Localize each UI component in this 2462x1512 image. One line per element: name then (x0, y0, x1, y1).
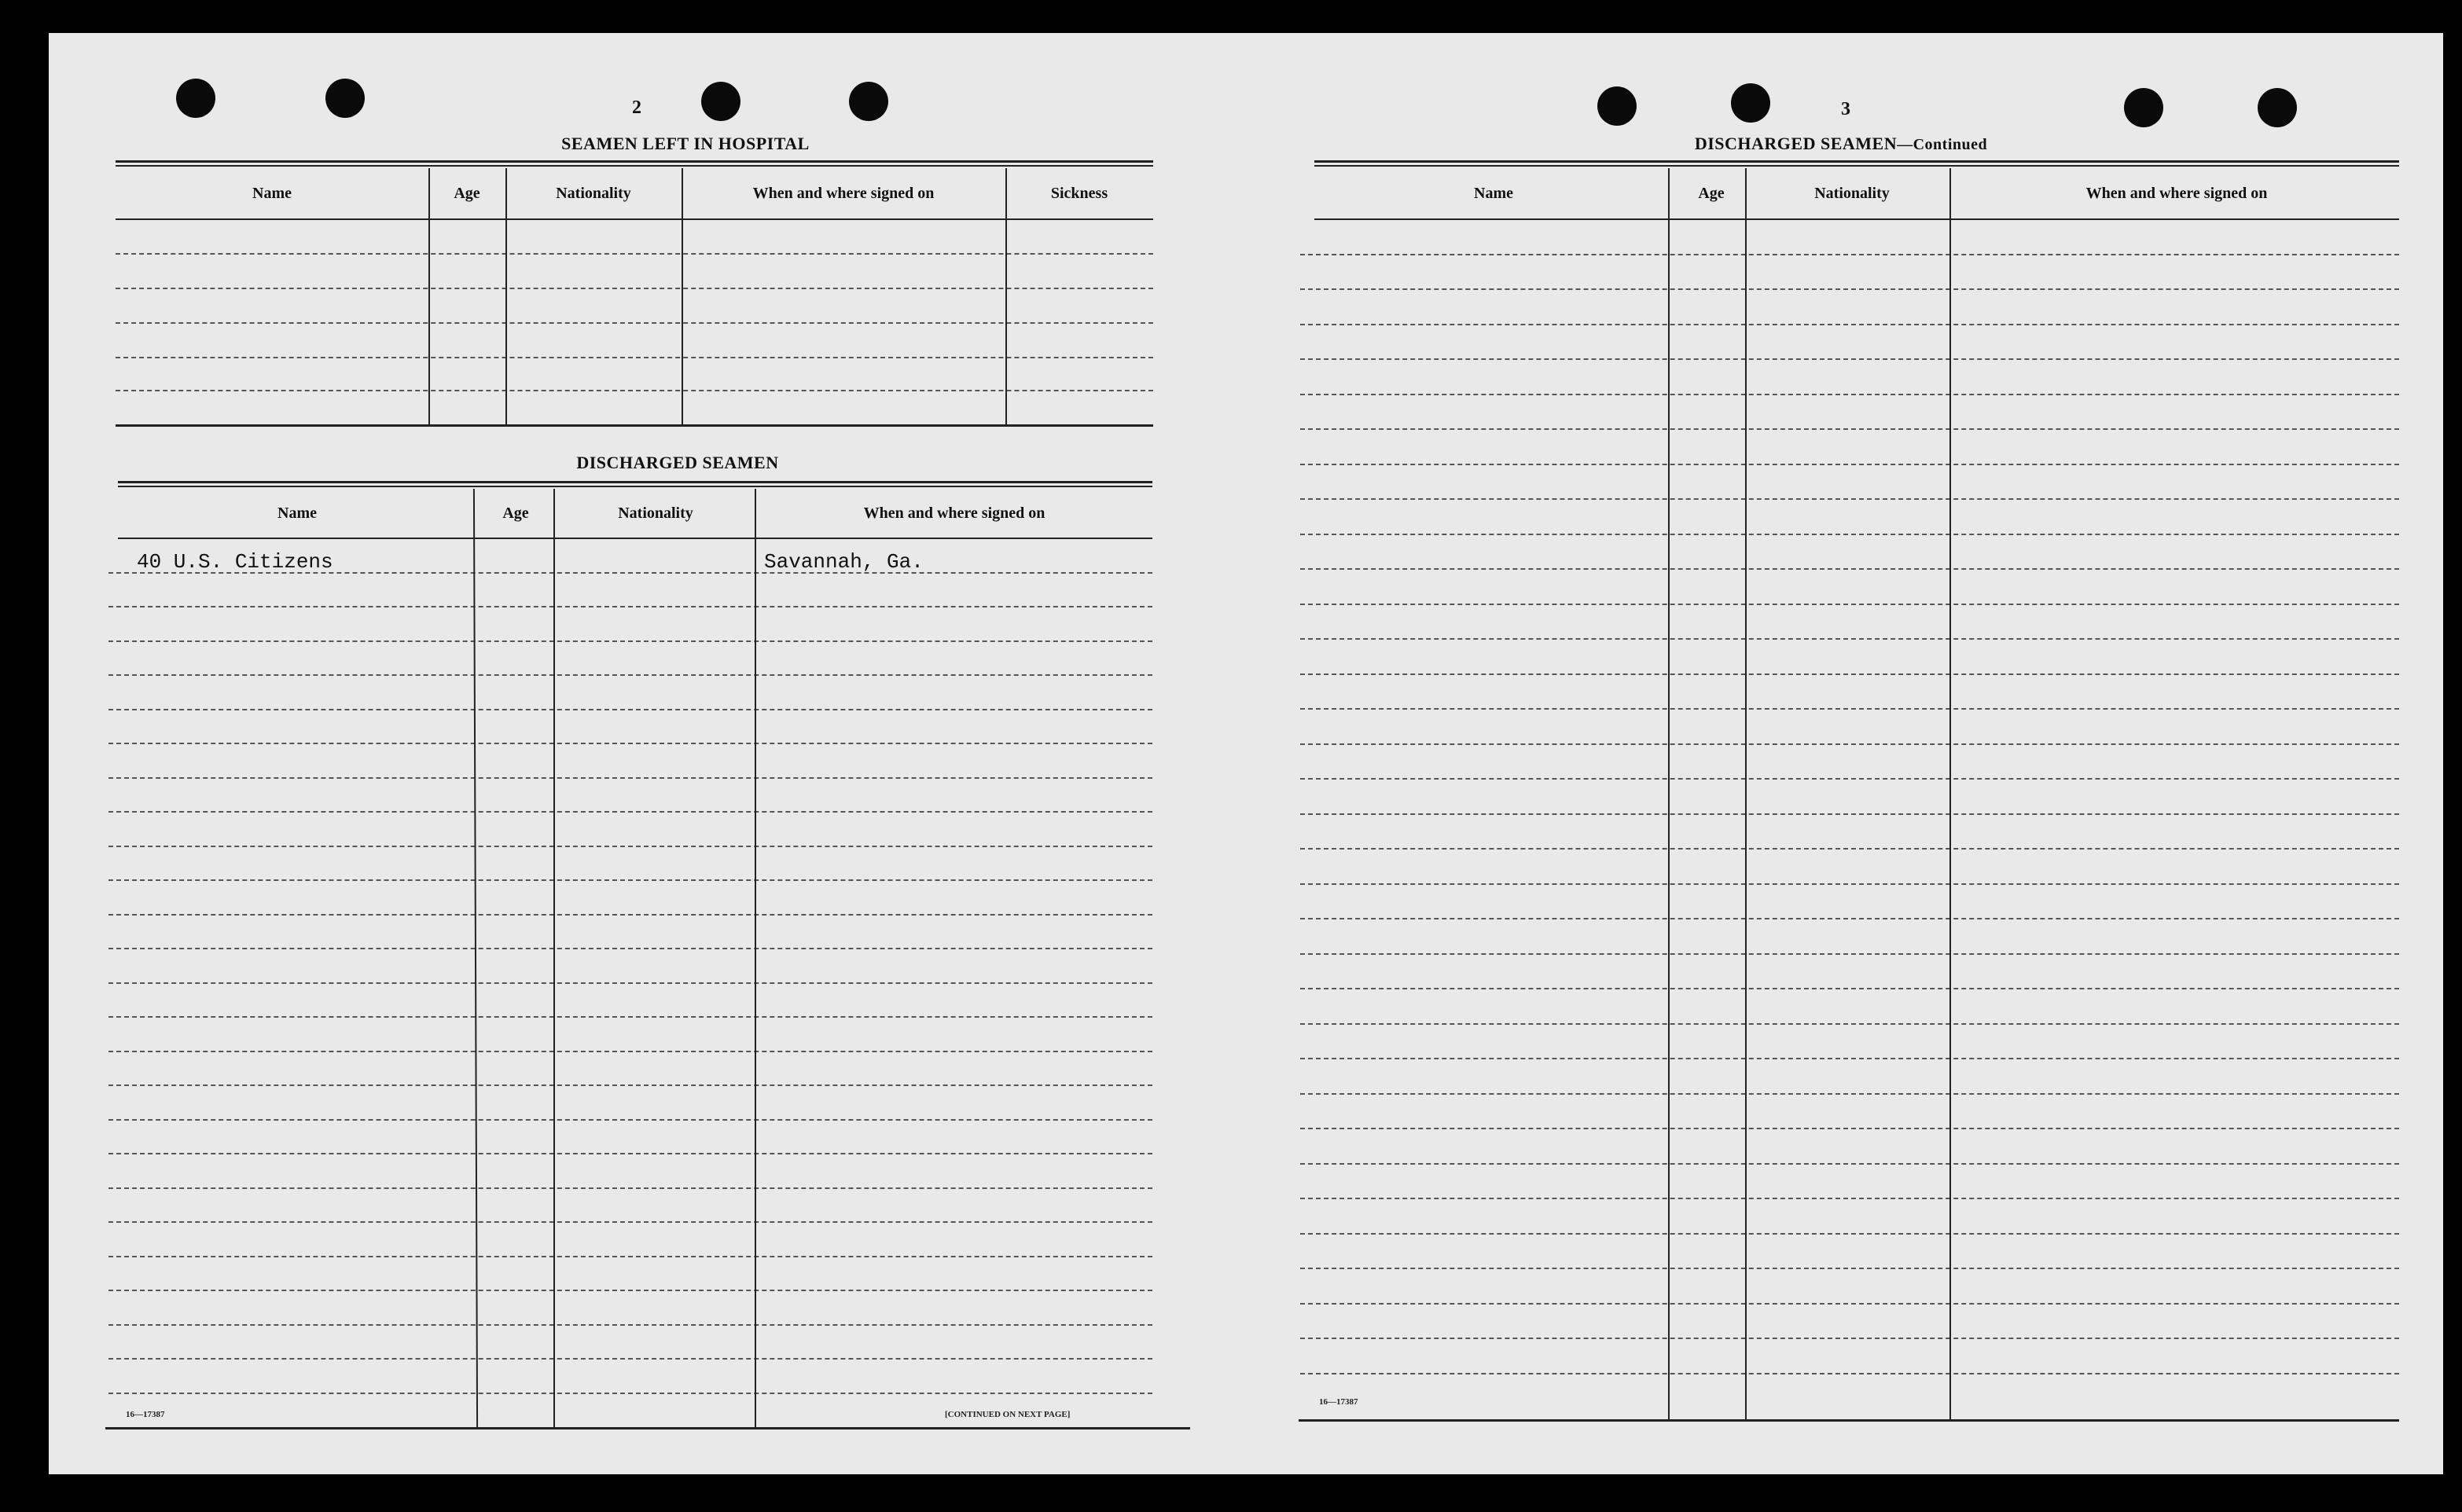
discharged-entry-signed-on: Savannah, Ga. (764, 550, 924, 574)
document-sheet (49, 33, 2443, 1474)
column-divider (755, 489, 756, 1427)
discharged-header-signed-on: When and where signed on (863, 504, 1045, 522)
hospital-bottom-rule (116, 424, 1153, 427)
blank-row-line (108, 982, 1152, 984)
blank-row-line (1300, 324, 2399, 325)
column-divider (1668, 168, 1670, 1419)
hospital-header-row (116, 168, 1153, 220)
discharged-entry-name: 40 U.S. Citizens (137, 550, 333, 574)
blank-row-line (1300, 1093, 2399, 1095)
hospital-header-name: Name (252, 184, 292, 202)
hospital-header-age: Age (454, 184, 480, 202)
hospital-table-body (116, 218, 1153, 424)
blank-row-line (1300, 673, 2399, 675)
blank-row-line (1300, 883, 2399, 885)
blank-row-line (1300, 604, 2399, 605)
blank-row-line (116, 288, 1153, 289)
hospital-header-nationality: Nationality (556, 184, 631, 202)
punch-hole (2258, 88, 2297, 127)
form-number-right: 16—17387 (1319, 1397, 1358, 1407)
continued-note: [CONTINUED ON NEXT PAGE] (945, 1410, 1071, 1419)
column-divider (1005, 168, 1007, 424)
form-number-left: 16—17387 (126, 1410, 165, 1419)
blank-row-line (108, 1187, 1152, 1189)
discharged-header-name: Name (277, 504, 317, 522)
blank-row-line (108, 879, 1152, 881)
punch-hole (849, 82, 888, 121)
punch-hole (1597, 86, 1637, 126)
blank-row-line (1300, 358, 2399, 360)
blank-row-line (108, 606, 1152, 607)
blank-row-line (1300, 1233, 2399, 1235)
blank-row-line (1300, 638, 2399, 640)
blank-row-line (1300, 1268, 2399, 1269)
hospital-header-signed-on: When and where signed on (752, 184, 935, 202)
blank-row-line (108, 948, 1152, 949)
blank-row-line (108, 1153, 1152, 1154)
blank-row-line (1300, 1058, 2399, 1059)
column-divider (1949, 168, 1951, 1419)
punch-hole (325, 79, 365, 118)
blank-row-line (1300, 498, 2399, 500)
blank-row-line (1300, 953, 2399, 955)
hospital-title: SEAMEN LEFT IN HOSPITAL (561, 134, 810, 153)
punch-hole (2124, 88, 2163, 127)
discharged-table-body (108, 538, 1152, 1427)
blank-row-line (108, 914, 1152, 916)
blank-row-line (1300, 1373, 2399, 1374)
blank-row-line (108, 709, 1152, 710)
blank-row-line (1300, 254, 2399, 255)
blank-row-line (1300, 534, 2399, 535)
discharged-header-row (118, 489, 1152, 539)
blank-row-line (108, 811, 1152, 813)
blank-row-line (1300, 568, 2399, 570)
blank-row-line (108, 1256, 1152, 1257)
continued-top-rule (1314, 160, 2399, 167)
blank-row-line (108, 674, 1152, 676)
continued-table-body (1300, 218, 2399, 1419)
continued-header-row (1314, 168, 2399, 220)
hospital-header-sickness: Sickness (1050, 184, 1108, 202)
punch-hole (701, 82, 740, 121)
column-divider (505, 168, 507, 424)
blank-row-line (108, 743, 1152, 744)
blank-row-line (116, 357, 1153, 358)
blank-row-line (1300, 464, 2399, 465)
column-divider (682, 168, 683, 424)
blank-row-line (108, 640, 1152, 642)
blank-row-line (1300, 1198, 2399, 1199)
blank-row-line (108, 1119, 1152, 1121)
discharged-title: DISCHARGED SEAMEN (576, 453, 779, 472)
blank-row-line (1300, 288, 2399, 290)
blank-row-line (1300, 1128, 2399, 1129)
blank-row-line (108, 1393, 1152, 1394)
page-number-left: 2 (632, 97, 641, 118)
continued-header-signed-on: When and where signed on (2085, 184, 2268, 202)
page-number-right: 3 (1841, 99, 1850, 119)
blank-row-line (1300, 743, 2399, 745)
column-divider (428, 168, 430, 424)
blank-row-line (1300, 813, 2399, 815)
blank-row-line (1300, 1338, 2399, 1339)
column-divider (1745, 168, 1747, 1419)
punch-hole (1731, 83, 1770, 123)
blank-row-line (108, 1358, 1152, 1360)
blank-row-line (116, 390, 1153, 391)
blank-row-line (108, 846, 1152, 847)
blank-row-line (108, 1324, 1152, 1326)
continued-bottom-rule (1299, 1419, 2399, 1422)
blank-row-line (1300, 1023, 2399, 1025)
hospital-top-rule (116, 160, 1153, 167)
blank-row-line (108, 1221, 1152, 1223)
blank-row-line (1300, 394, 2399, 395)
punch-hole (176, 79, 215, 118)
blank-row-line (116, 253, 1153, 255)
blank-row-line (108, 1051, 1152, 1052)
discharged-bottom-rule (105, 1427, 1190, 1429)
blank-row-line (1300, 1163, 2399, 1165)
blank-row-line (108, 1290, 1152, 1291)
blank-row-line (1300, 988, 2399, 989)
blank-row-line (116, 322, 1153, 324)
continued-title-main: DISCHARGED SEAMEN (1694, 134, 1898, 153)
continued-header-nationality: Nationality (1814, 184, 1890, 202)
column-divider (553, 489, 555, 1427)
continued-header-age: Age (1698, 184, 1725, 202)
blank-row-line (108, 1016, 1152, 1018)
blank-row-line (1300, 1303, 2399, 1305)
blank-row-line (108, 1084, 1152, 1086)
discharged-header-nationality: Nationality (618, 504, 693, 522)
discharged-header-age: Age (502, 504, 529, 522)
blank-row-line (1300, 848, 2399, 850)
blank-row-line (108, 777, 1152, 779)
blank-row-line (1300, 918, 2399, 919)
blank-row-line (1300, 778, 2399, 780)
continued-header-name: Name (1474, 184, 1513, 202)
continued-title (1589, 134, 2093, 154)
blank-row-line (1300, 428, 2399, 430)
blank-row-line (1300, 708, 2399, 710)
discharged-top-rule (118, 481, 1152, 487)
continued-title-suffix: —Continued (1897, 136, 1988, 153)
